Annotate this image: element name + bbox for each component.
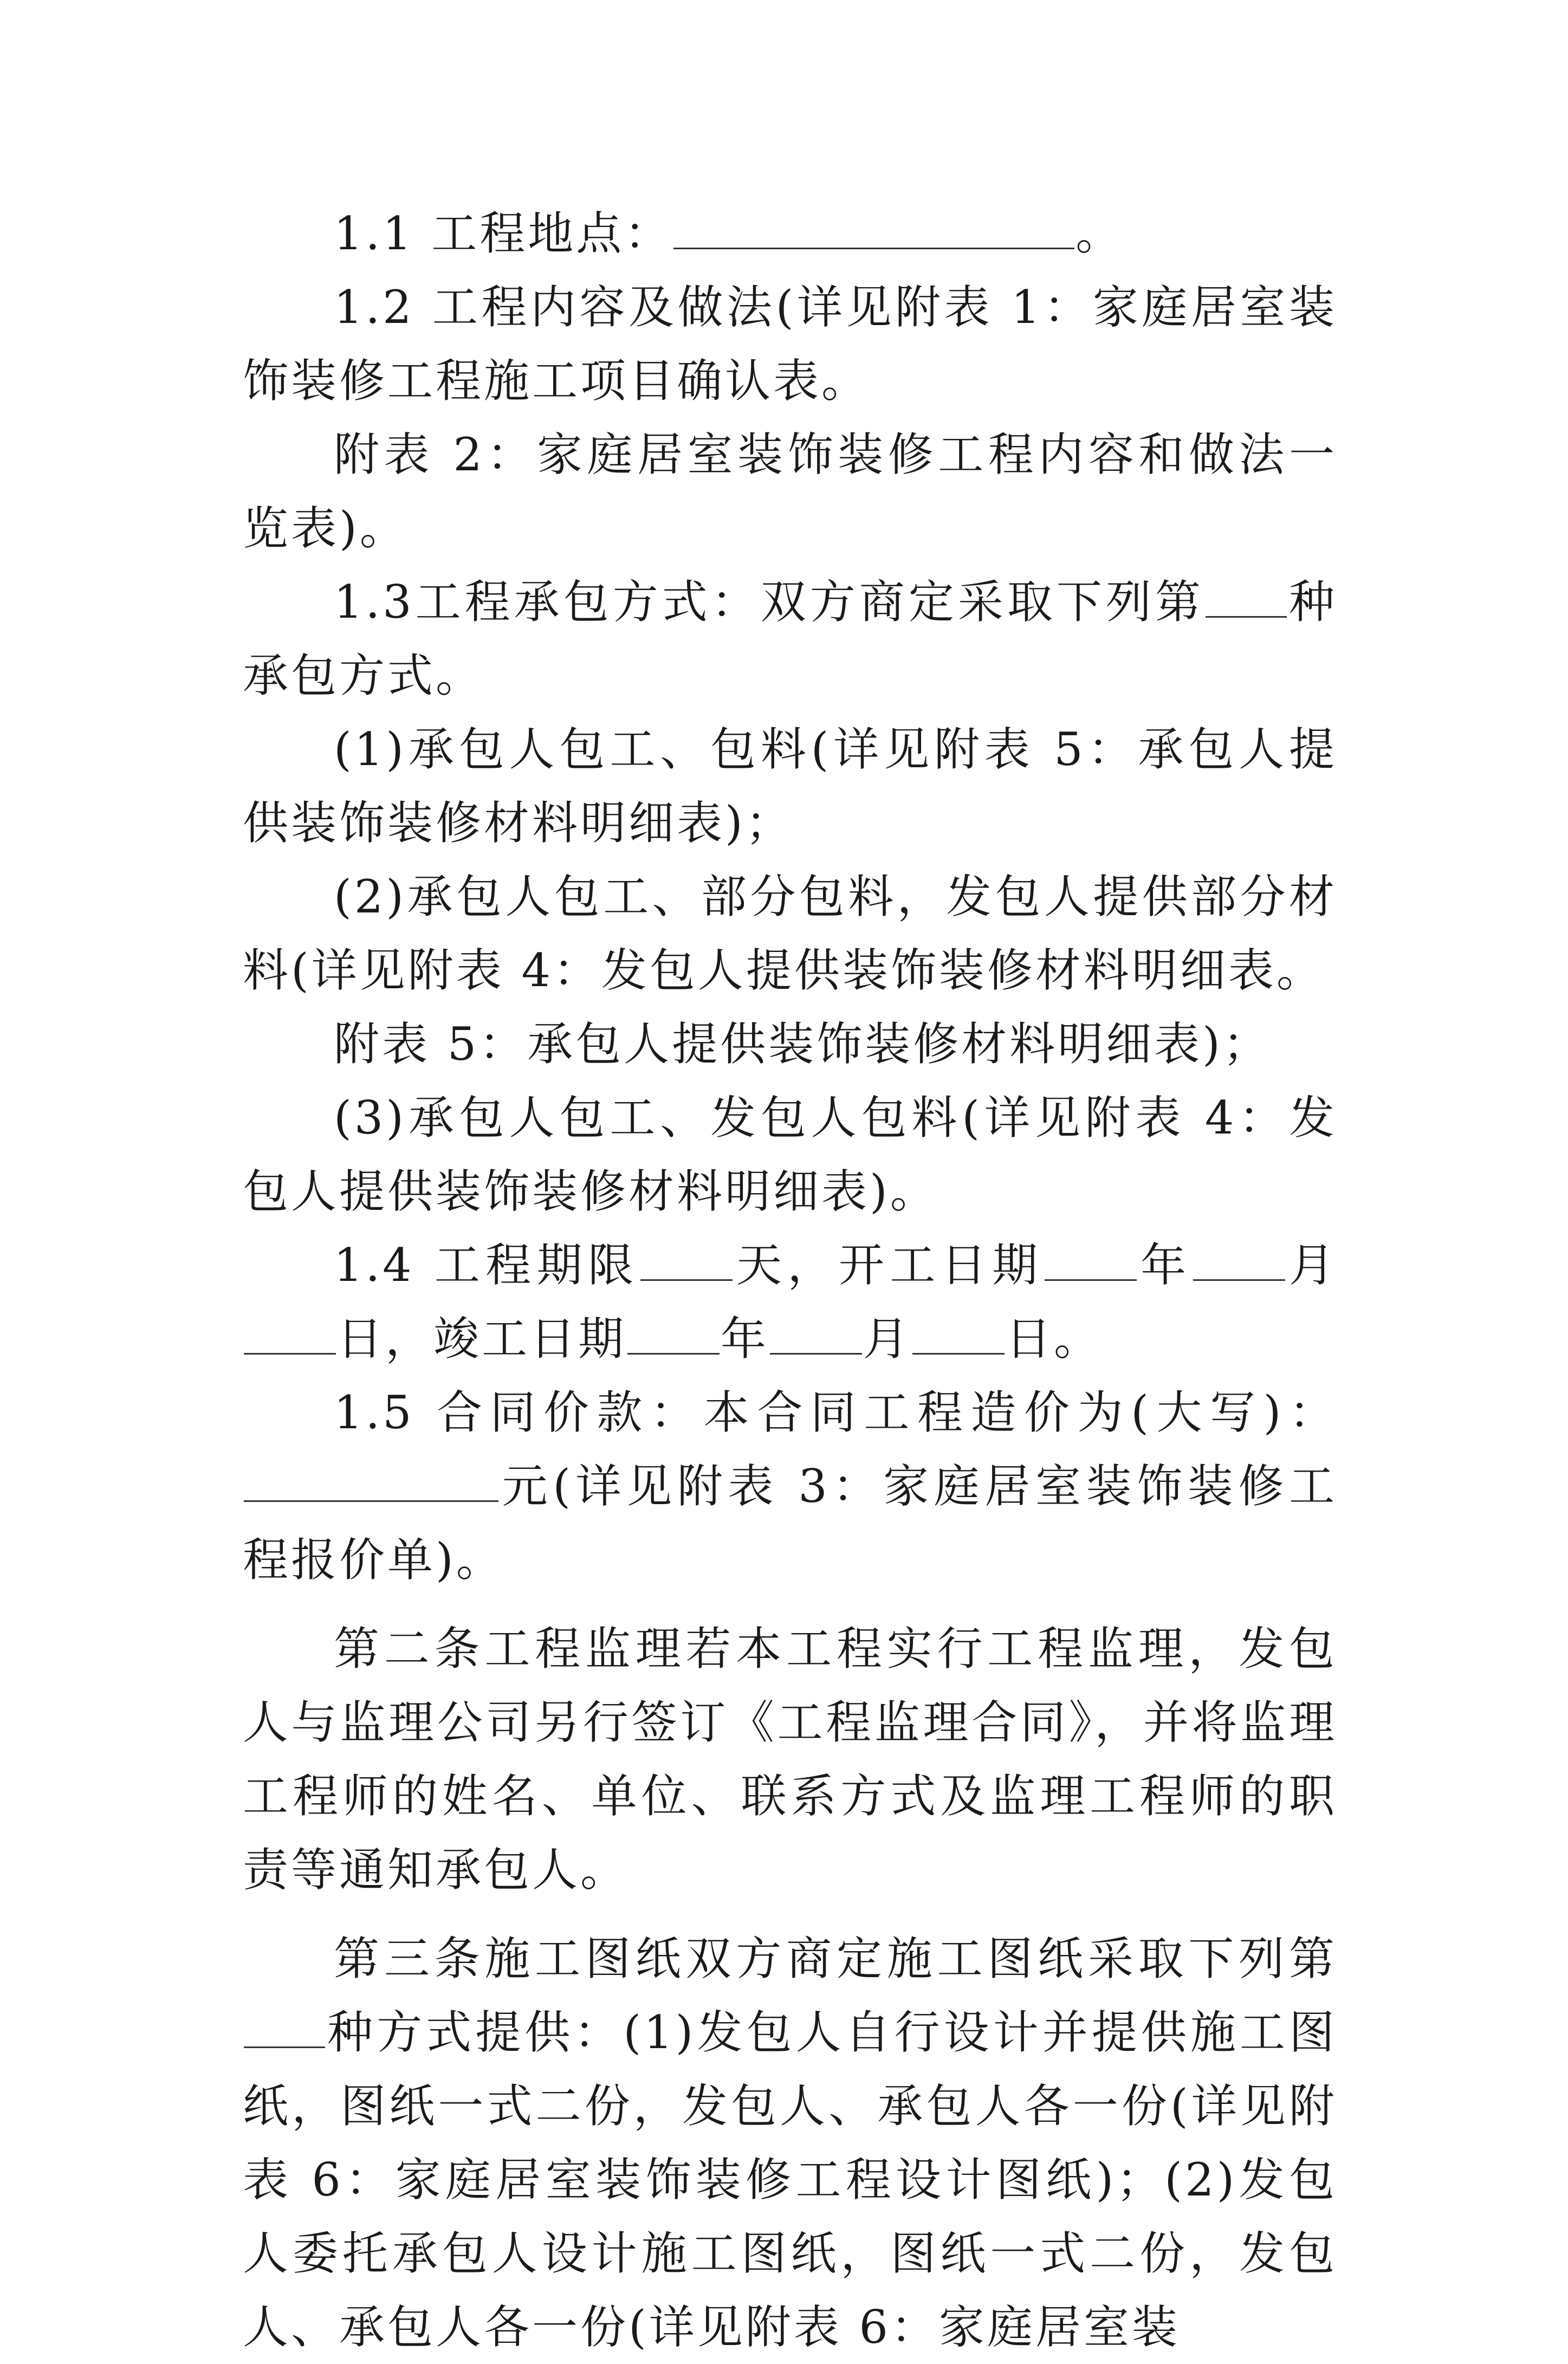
appendix-5-line: 附表 5：承包人提供装饰装修材料明细表)； [334,1018,1271,1071]
end-year-blank [627,1315,720,1355]
month-label: 月 [863,1312,912,1365]
days-blank [640,1241,733,1281]
document-body [243,197,1337,2364]
article-3-label: 第三条施工图纸双方商定施工图纸采取下列第 [334,1932,1337,1985]
article-3-body: 种方式提供：(1)发包人自行设计并提供施工图纸，图纸一式二份，发包人、承包人各一份(详见附表 6：家庭居室装饰装修工程设计图纸)；(2)发包人委托承包人设计施工图纸，图纸一式二份，发包人、承包人各一份(详见附表 6：家庭居室装 [243,2006,1337,2354]
article-2: 第二条工程监理若本工程实行工程监理，发包人与监理公司另行签订《工程监理合同》，并将监理工程师的姓名、单位、联系方式及监理工程师的职责等通知承包人。 [243,1622,1337,1896]
year-label: 年 [721,1312,769,1365]
location-blank [673,210,1074,249]
start-year-blank [1045,1241,1137,1281]
clause-1-1 [243,197,1337,270]
option-3: (3)承包人包工、发包人包料(详见附表 4：发包人提供装饰装修材料明细表)。 [243,1091,1337,1218]
price-end: 元(详见附表 3：家庭居室装饰装修工程报价单)。 [243,1460,1337,1586]
clause-1-5 [243,1376,1337,1597]
article-3 [243,1922,1337,2364]
drawing-mode-blank [244,2009,325,2048]
clause-1-3-end: 种承包方式。 [243,575,1337,702]
contract-mode-blank [1206,578,1287,618]
clause-1-4 [243,1228,1337,1376]
start-day-blank [244,1315,336,1355]
clause-1-1-label: 1.1 工程地点： [334,207,673,260]
end-date-label: 日，竣工日期 [337,1312,627,1365]
month-label: 月 [1286,1239,1337,1292]
clause-1-1-end: 。 [1075,207,1124,260]
end-month-blank [770,1315,862,1355]
clause-1-2: 1.2 工程内容及做法(详见附表 1：家庭居室装饰装修工程施工项目确认表。 [243,281,1337,407]
year-label: 年 [1137,1239,1192,1292]
duration-label: 1.4 工程期限 [334,1239,639,1292]
appendix-2-line: 附表 2：家庭居室装饰装修工程内容和做法一览表)。 [243,428,1337,555]
start-date-label: 天，开工日期 [733,1239,1044,1292]
start-month-blank [1193,1241,1285,1281]
clause-1-3-label: 1.3工程承包方式：双方商定采取下列第 [334,575,1204,629]
price-blank [244,1462,498,1502]
clause-1-3 [243,565,1337,713]
option-2: (2)承包人包工、部分包料，发包人提供部分材料(详见附表 4：发包人提供装饰装修材料明细表。 [243,870,1337,997]
day-label: 日。 [1006,1312,1103,1365]
end-day-blank [912,1315,1005,1355]
price-label: 1.5 合同价款：本合同工程造价为(大写)： [334,1386,1337,1439]
option-1: (1)承包人包工、包料(详见附表 5：承包人提供装饰装修材料明细表)； [243,723,1337,850]
